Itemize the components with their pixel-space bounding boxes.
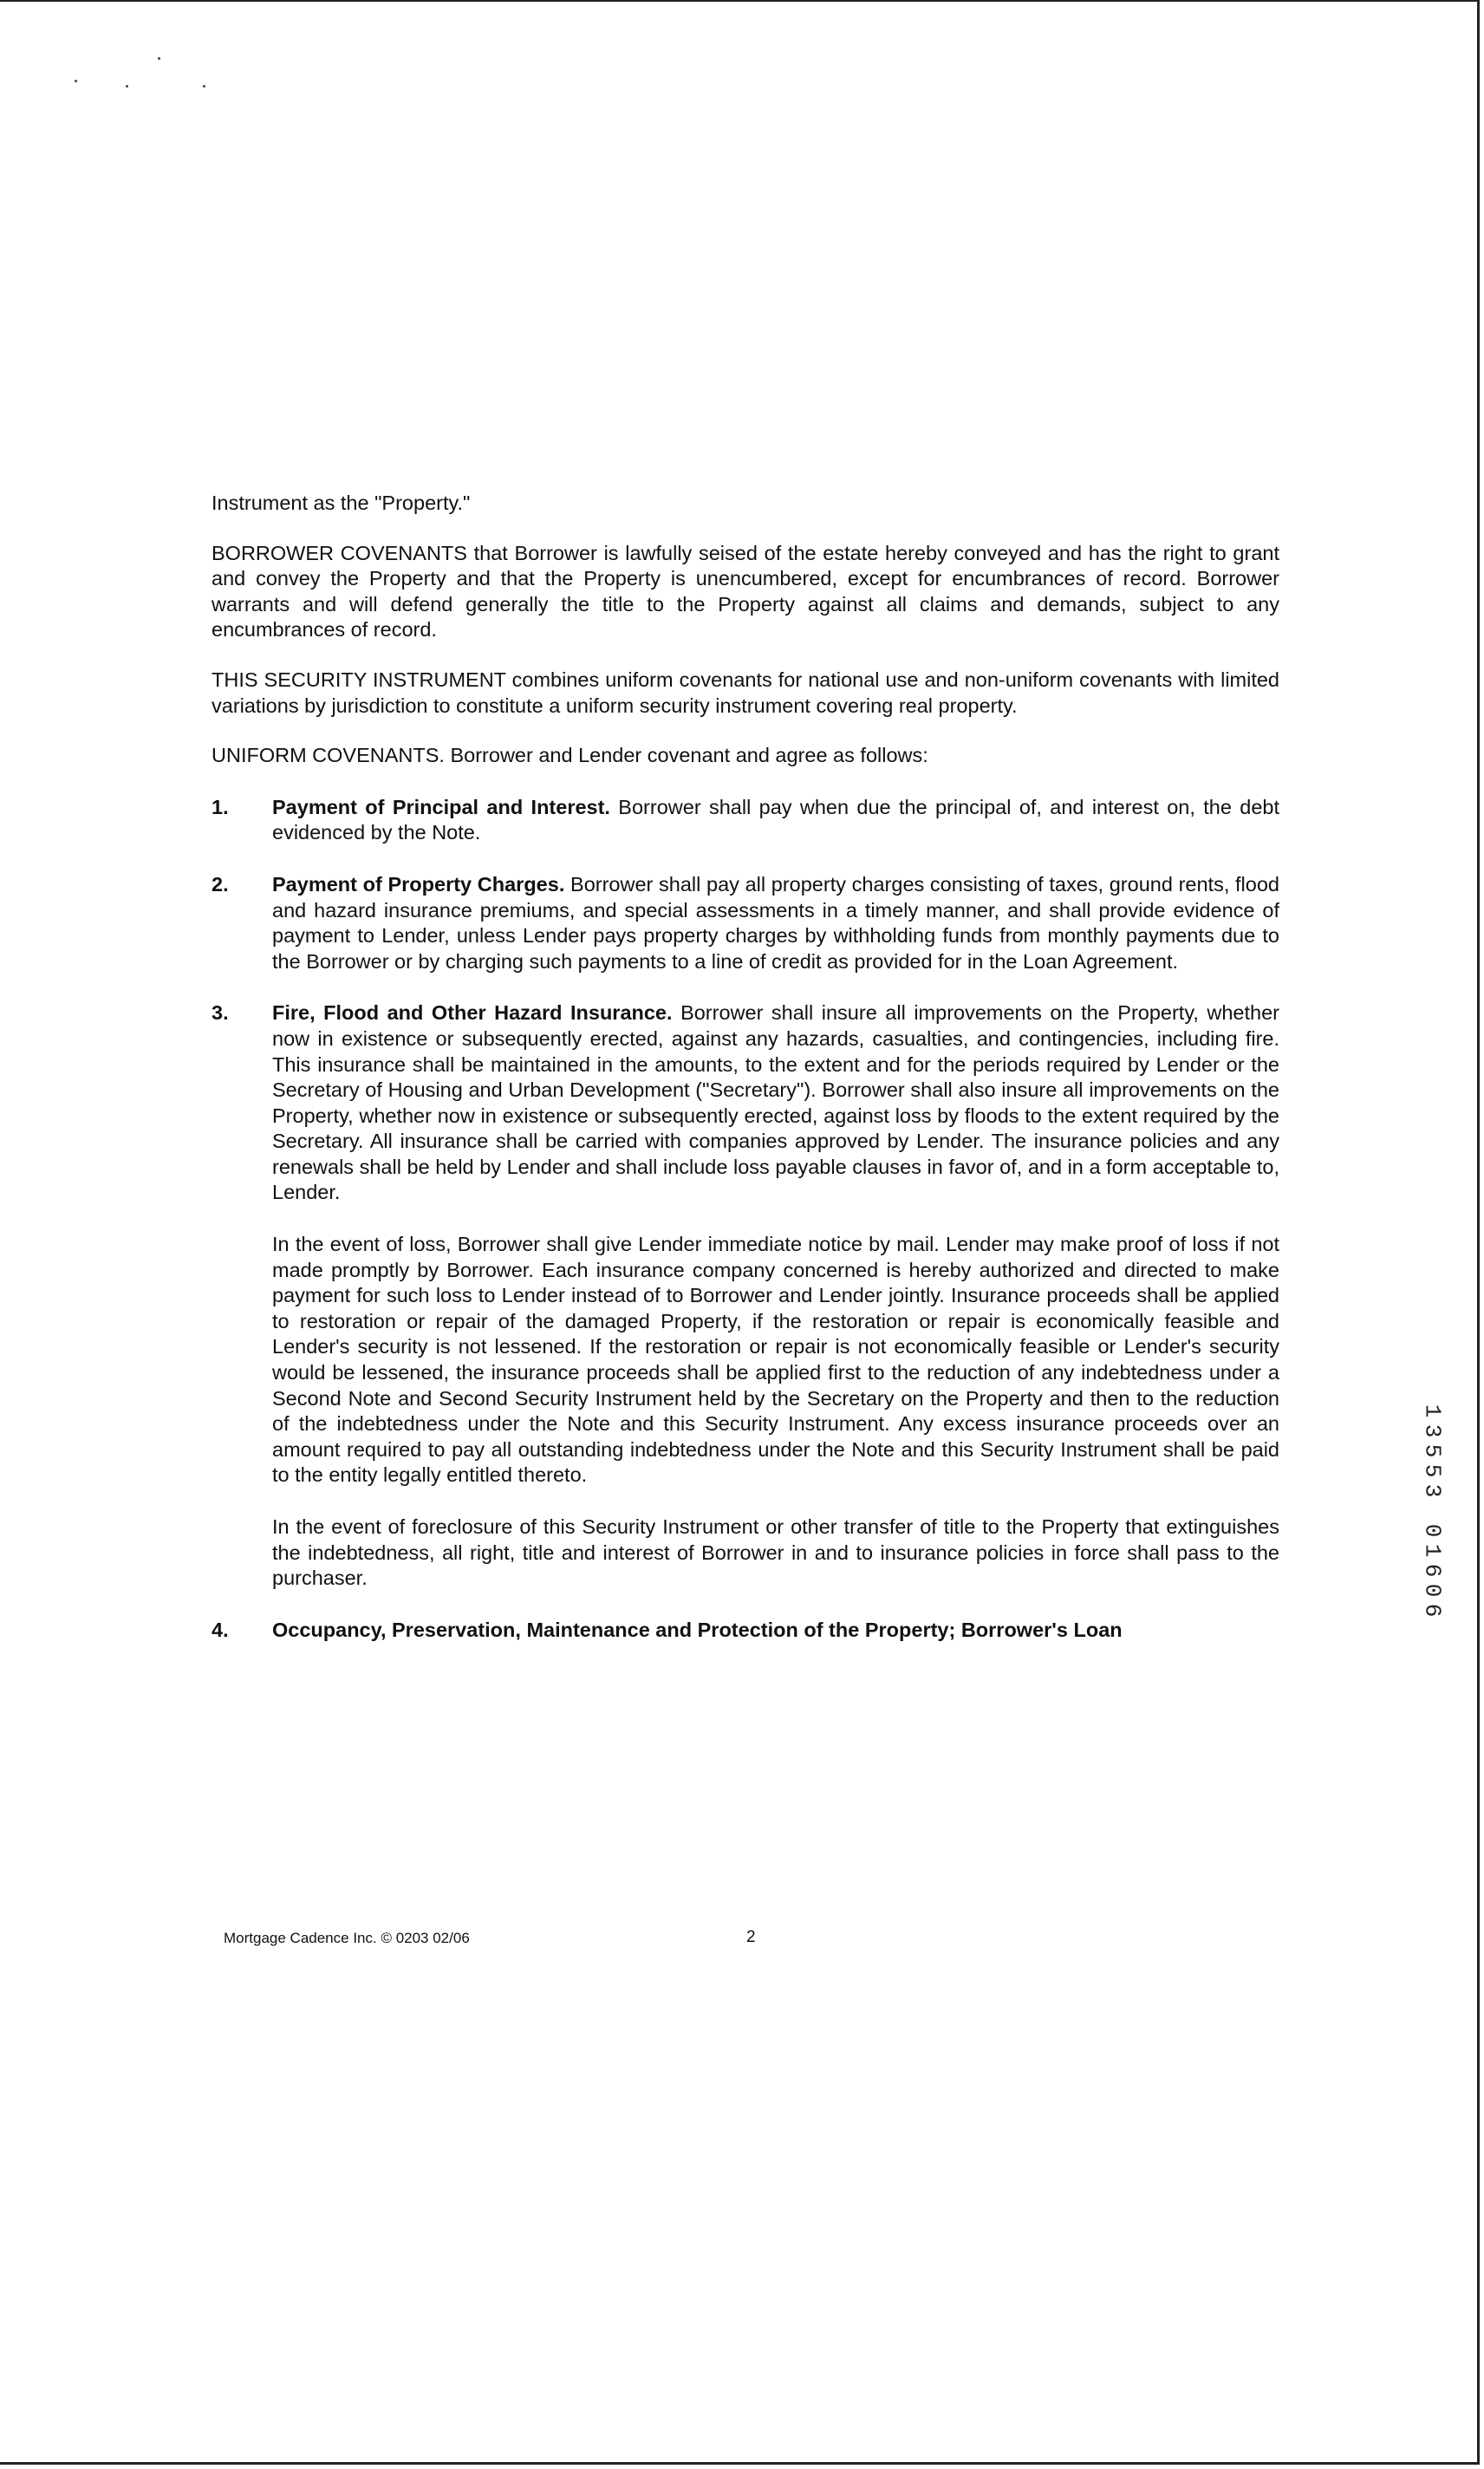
side-number-char: 6 <box>1419 1603 1446 1618</box>
item-title: Payment of Property Charges. <box>272 872 565 896</box>
page-number: 2 <box>746 1928 756 1946</box>
scan-speck <box>158 57 160 60</box>
covenant-item-4 <box>212 1618 1279 1644</box>
item-title: Payment of Principal and Interest. <box>272 795 610 818</box>
scan-speck <box>126 85 128 88</box>
item-number: 3. <box>212 1001 229 1025</box>
side-number-char: 3 <box>1419 1483 1446 1498</box>
security-instrument-paragraph: THIS SECURITY INSTRUMENT combines uniform covenants for national use and non-uniform covenants with limited variations by jurisdiction to constitute a uniform security instrument covering real property. <box>212 668 1279 717</box>
covenant-item-3 <box>212 1000 1279 1591</box>
side-number-char: 0 <box>1419 1583 1446 1598</box>
footer-copyright: Mortgage Cadence Inc. © 0203 02/06 <box>224 1930 470 1946</box>
uniform-covenants-heading: UNIFORM COVENANTS. Borrower and Lender covenant and agree as follows: <box>212 744 928 767</box>
side-number-char: 6 <box>1419 1563 1446 1578</box>
document-body <box>212 491 1279 1669</box>
scan-speck <box>75 80 77 82</box>
covenant-item-2 <box>212 872 1279 974</box>
item-number: 1. <box>212 795 229 818</box>
intro-line: Instrument as the "Property." <box>212 492 471 514</box>
item-title: Occupancy, Preservation, Maintenance and Protection of the Property; Borrower's Loan <box>272 1618 1123 1641</box>
item-text: Borrower shall insure all improvements on the Property, whether now in existence or subsequently erected, against any hazards, casualties, and contingencies, including fire. This insurance shall be maintained in the amounts, to the extent and for the periods required by Lender or the Secretary of Housing and Urban Development ("Secretary"). Borrower shall also insure all improvements on the Property, whether now in existence or subsequently erected, against loss by floods to the extent required by the Secretary. All insurance shall be carried with companies approved by Lender. The insurance policies and any renewals shall be held by Lender and shall include loss payable clauses in favor of, and in a form acceptable to, Lender. <box>272 1001 1279 1204</box>
side-number-char: 3 <box>1419 1423 1446 1438</box>
item-paragraph: In the event of foreclosure of this Security Instrument or other transfer of title to the Property that extinguishes the indebtedness, all right, title and interest of Borrower in and to insurance policies in force shall pass to the purchaser. <box>272 1515 1279 1590</box>
covenant-item-1 <box>212 795 1279 846</box>
borrower-covenants-paragraph: BORROWER COVENANTS that Borrower is lawfully seised of the estate hereby conveyed and has the right to grant and convey the Property and that the Property is unencumbered, except for encumbrances of record. Borrower warrants and will defend generally the title to the Property against all claims and demands, subject to any encumbrances of record. <box>212 541 1279 642</box>
side-number-char: 0 <box>1419 1523 1446 1538</box>
side-number-char: 5 <box>1419 1443 1446 1458</box>
side-number-char: 5 <box>1419 1463 1446 1478</box>
item-text: Borrower shall pay all property charges consisting of taxes, ground rents, flood and hazard insurance premiums, and special assessments in a timely manner, and shall provide evidence of payment to Lender, unless Lender pays property charges by withholding funds from monthly payments due to the Borrower or by charging such payments to a line of credit as provided for in the Loan Agreement. <box>272 872 1279 973</box>
item-number: 2. <box>212 872 229 896</box>
item-title: Fire, Flood and Other Hazard Insurance. <box>272 1001 673 1025</box>
item-text: Borrower shall pay when due the principal of, and interest on, the debt evidenced by the Note. <box>272 795 1279 844</box>
item-number: 4. <box>212 1618 229 1641</box>
scan-speck <box>203 85 205 88</box>
side-document-number <box>1419 1401 1445 1620</box>
side-number-char: 1 <box>1419 1404 1446 1418</box>
item-paragraph: In the event of loss, Borrower shall give Lender immediate notice by mail. Lender may make proof of loss if not made promptly by Borrower. Each insurance company concerned is hereby authorized and directed to make payment for such loss to Lender instead of to Borrower and Lender jointly. Insurance proceeds shall be applied to restoration or repair of the damaged Property, if the restoration or repair is economically feasible and Lender's security is not lessened. If the restoration or repair is not economically feasible or Lender's security would be lessened, the insurance proceeds shall be applied first to the reduction of any indebtedness under a Second Note and Second Security Instrument held by the Secretary on the Property and then to the reduction of the indebtedness under the Note and this Security Instrument. Any excess insurance proceeds over an amount required to pay all outstanding indebtedness under the Note and this Security Instrument shall be paid to the entity legally entitled thereto. <box>272 1233 1279 1487</box>
side-number-char: 1 <box>1419 1543 1446 1558</box>
